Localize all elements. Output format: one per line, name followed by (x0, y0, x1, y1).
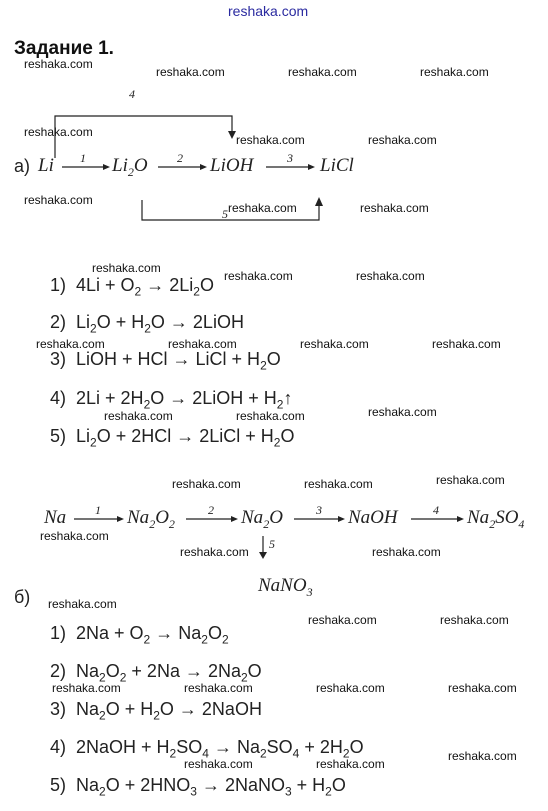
arrow-number-2: 2 (177, 151, 183, 165)
watermark: reshaka.com (308, 613, 377, 627)
watermark: reshaka.com (172, 477, 241, 491)
watermark: reshaka.com (372, 545, 441, 559)
arrow-number-5: 5 (222, 207, 228, 221)
watermark: reshaka.com (316, 681, 385, 695)
chain-nano3: NaNO$_3$ (258, 575, 313, 599)
equation-b-1: 1) $2Na + O_2 \to Na_2O_2$ (50, 623, 229, 647)
watermark: reshaka.com (36, 337, 105, 351)
equation-a-3: 3) LiOH + HCl → LiCl + $H_2O$ (50, 349, 281, 373)
watermark: reshaka.com (52, 681, 121, 695)
chain-naoh: NaOH (348, 507, 398, 528)
equation-a-1: 1) $4Li + O_2 \to 2Li_2O$ (50, 275, 214, 299)
task-title: Задание 1. (14, 38, 114, 59)
watermark: reshaka.com (184, 681, 253, 695)
watermark: reshaka.com (304, 477, 373, 491)
chain-na2o: $Na_2O$ (241, 507, 283, 531)
equation-b-3: 3) $Na_2O + H_2O$ → 2NaOH (50, 699, 262, 723)
chain-na2o2: $Na_2O_2$ (127, 507, 175, 531)
watermark: reshaka.com (224, 269, 293, 283)
watermark: reshaka.com (24, 125, 93, 139)
chain-na: Na (44, 507, 67, 528)
equation-a-2: 2) $Li_2O + H_2O$ → 2LiOH (50, 312, 244, 336)
equation-a-4: 4) $2Li + 2H_2O$ → 2LiOH + $H_2↑$ (50, 388, 293, 412)
watermark: reshaka.com (288, 65, 357, 79)
watermark: reshaka.com (184, 757, 253, 771)
part-a-label: а) (14, 156, 31, 176)
watermark: reshaka.com (24, 57, 93, 71)
part-b-label: б) (14, 587, 31, 607)
arrow-number-4: 4 (129, 87, 135, 101)
chain-li2o: $Li_2O$ (112, 155, 148, 179)
arrow-number-b4: 4 (433, 503, 439, 517)
site-name[interactable]: reshaka.com (228, 3, 309, 19)
watermark: reshaka.com (316, 757, 385, 771)
watermark: reshaka.com (24, 193, 93, 207)
equation-b-2: 2) $Na_2O_2 + 2Na \to 2Na_2O$ (50, 661, 262, 685)
watermark: reshaka.com (448, 749, 517, 763)
equation-a-5: 5) $Li_2O + 2HCl$ → 2LiCl + $H_2O$ (50, 426, 295, 450)
watermark: reshaka.com (104, 409, 173, 423)
watermark: reshaka.com (40, 529, 109, 543)
watermark: reshaka.com (432, 337, 501, 351)
watermark: reshaka.com (300, 337, 369, 351)
arrow-number-b2: 2 (208, 503, 214, 517)
arrow-number-1: 1 (80, 151, 86, 165)
watermark: reshaka.com (236, 409, 305, 423)
watermark: reshaka.com (180, 545, 249, 559)
chain-li: Li (38, 155, 54, 176)
watermark: reshaka.com (368, 405, 437, 419)
watermark: reshaka.com (236, 133, 305, 147)
watermark: reshaka.com (436, 473, 505, 487)
watermark: reshaka.com (48, 597, 117, 611)
watermark: reshaka.com (356, 269, 425, 283)
watermark: reshaka.com (448, 681, 517, 695)
arrow-number-3: 3 (287, 151, 293, 165)
equation-b-4: 4) 2NaOH + $H_2SO_4 \to Na_2SO_4 + 2H_2O$ (50, 737, 364, 761)
arrow-number-b3: 3 (316, 503, 322, 517)
arrow-number-b1: 1 (95, 503, 101, 517)
chain-na2so4: $Na_2SO_4$ (467, 507, 525, 531)
chain-licl: LiCl (320, 155, 354, 176)
watermark: reshaka.com (92, 261, 161, 275)
watermark: reshaka.com (360, 201, 429, 215)
equation-b-5: 5) $Na_2O + 2HNO_3$ → 2NaNO$_3$ + $H_2O$ (50, 775, 346, 799)
watermark: reshaka.com (420, 65, 489, 79)
watermark: reshaka.com (228, 201, 297, 215)
chain-lioh: LiOH (210, 155, 254, 176)
watermark: reshaka.com (368, 133, 437, 147)
watermark: reshaka.com (168, 337, 237, 351)
arrow-number-b5: 5 (269, 537, 275, 551)
watermark: reshaka.com (156, 65, 225, 79)
watermark: reshaka.com (440, 613, 509, 627)
